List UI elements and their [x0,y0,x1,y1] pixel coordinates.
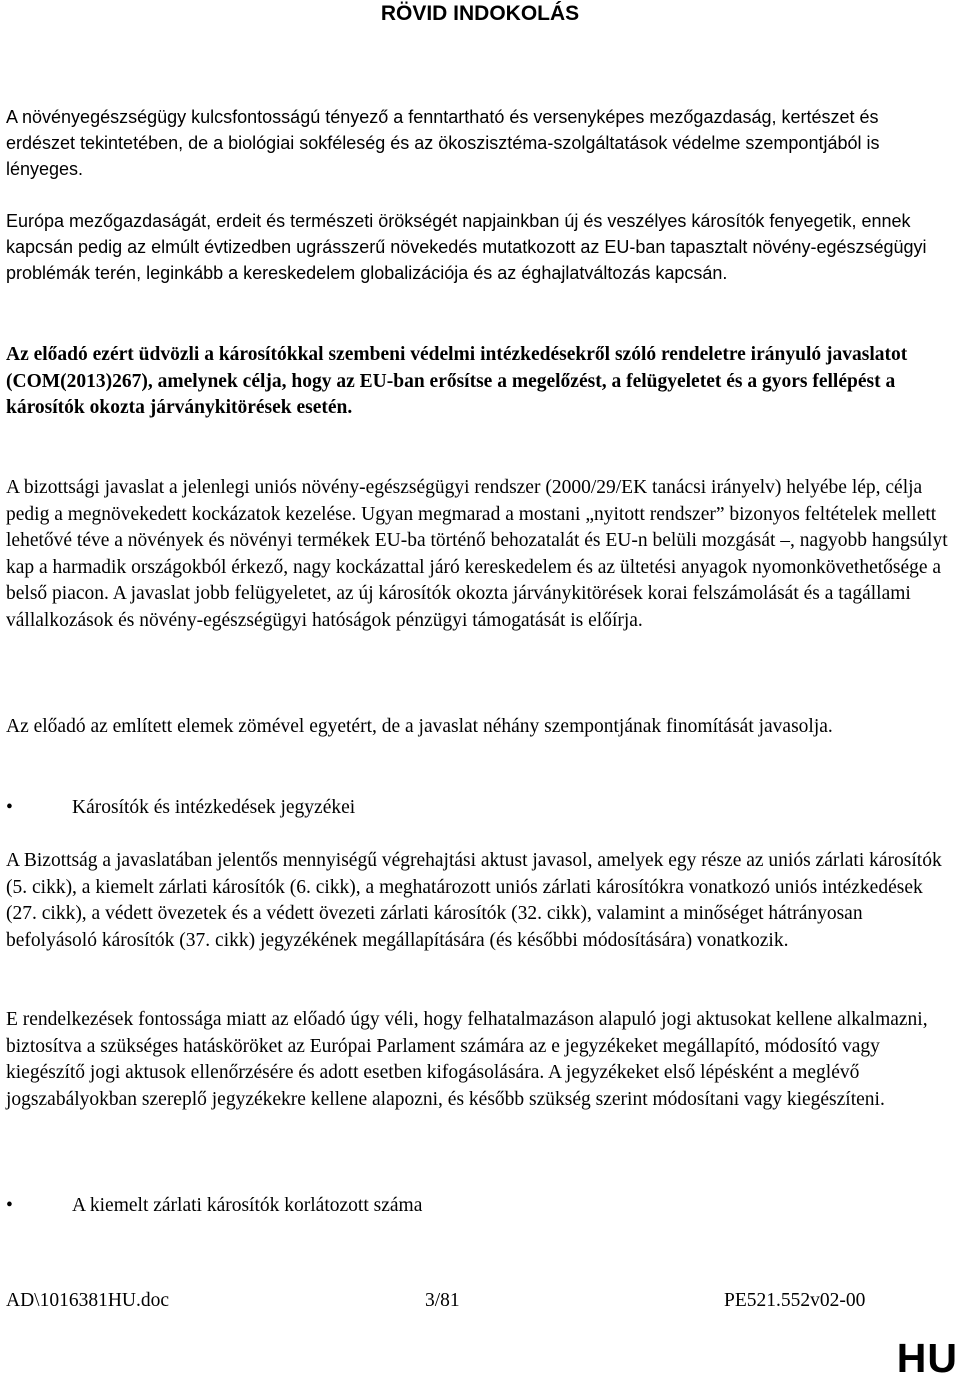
bullet-item-lists [6,795,952,822]
bullet-heading-lists: Károsítók és intézkedések jegyzékei [72,797,356,818]
paragraph-rapporteur-agrees: Az előadó az említett elemek zömével egyetért, de a javaslat néhány szempontjának finomítását javasolja. [6,716,833,737]
paragraph-threats: Európa mezőgazdaságát, erdeit és természeti örökségét napjainkban új és veszélyes károsítók fenyegetik, ennek kapcsán pedig az elmúlt évtizedben ugrásszerű növekedés mutatkozott az EU-ban tapasztalt növény-egészségügyi problémák terén, leginkább a kereskedelem globalizációja és az éghajlatváltozás kapcsán. [6,211,927,283]
footer-page-number: 3/81 [425,1290,460,1311]
language-code: HU [896,1335,958,1381]
bullet-icon: • [6,797,13,818]
bullet-heading-priority-pests: A kiemelt zárlati károsítók korlátozott száma [72,1195,423,1216]
bullet-item-priority-pests [6,1193,952,1220]
paragraph-implementing-acts: A Bizottság a javaslatában jelentős mennyiségű végrehajtási aktust javasol, amelyek egy része az uniós zárlati károsítók (5. cikk), a kiemelt zárlati károsítók (6. cikk), a meghatározott uniós zárlati károsítókra vonatkozó uniós intézkedések (27. cikk), a védett övezetek és a védett övezeti zárlati károsítók (32. cikk), valamint a minőséget hátrányosan befolyásoló károsítók (37. cikk) jegyzékének megállapítására (és későbbi módosítására) vonatkozik. [6,850,942,951]
paragraph-intro: A növényegészségügy kulcsfontosságú tényező a fenntartható és versenyképes mezőgazdaság, kertészet és erdészet tekintetében, de a biológiai sokféleség és az ökoszisztéma-szolgáltatások védelme szempontjából is lényeges. [6,107,880,179]
paragraph-commission-proposal: A bizottsági javaslat a jelenlegi uniós növény-egészségügyi rendszer (2000/29/EK tanácsi irányelv) helyébe lép, célja pedig a megnövekedett kockázatok kezelése. Ugyan megmarad a mostani „nyitott rendszer” bizonyos feltételek mellett lehetővé téve a növények és növényi termékek EU-ba történő behozatalát és EU-n belüli mozgását –, nagyobb hangsúlyt kap a harmadik országokból érkező, nagy kockázattal járó kereskedelem és az ültetési anyagok nyomonkövethetősége a belső piacon. A javaslat jobb felügyeletet, az új károsítók okozta járványkitörések korai felszámolását és a tagállami vállalkozások és növény-egészségügyi hatóságok pénzügyi támogatását is előírja. [6,477,948,631]
bullet-icon: • [6,1195,13,1216]
paragraph-delegated-acts: E rendelkezések fontossága miatt az előadó úgy véli, hogy felhatalmazáson alapuló jogi aktusokat kellene alkalmazni, biztosítva a szükséges hatásköröket az Európai Parlament számára az e jegyzékeket megállapító, módosító vagy kiegészítő jogi aktusok ellenőrzésére és adott esetben kifogásolására. A jegyzékeket első lépésként a meglévő jogszabályokban szereplő jegyzékekre kellene alapozni, és később szükség szerint módosítani vagy kiegészíteni. [6,1009,928,1110]
footer-pe-reference: PE521.552v02-00 [724,1290,866,1311]
page-title: RÖVID INDOKOLÁS [380,2,580,25]
footer-doc-reference: AD\1016381HU.doc [6,1290,170,1311]
paragraph-rapporteur-welcome: Az előadó ezért üdvözli a károsítókkal szembeni védelmi intézkedésekről szóló rendeletre irányuló javaslatot (COM(2013)267), amelynek célja, hogy az EU-ban erősítse a megelőzést, a felügyeletet és a gyors fellépést a károsítók okozta járványkitörések esetén. [6,344,908,418]
